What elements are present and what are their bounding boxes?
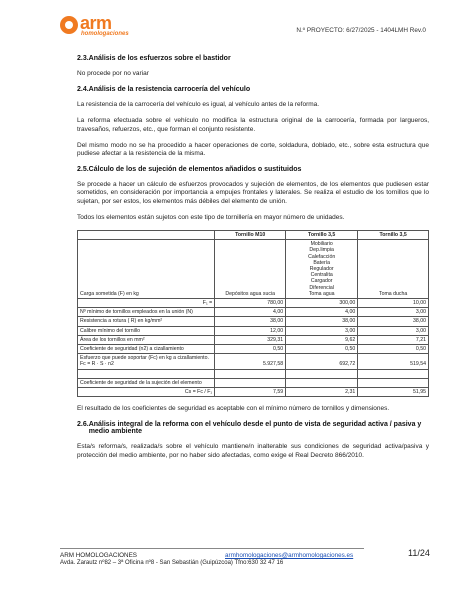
table-cell: 12,00 bbox=[215, 326, 286, 335]
table-cell: 0,50 bbox=[215, 345, 286, 354]
table-row bbox=[78, 387, 429, 396]
table-row bbox=[78, 317, 429, 326]
footer-address: Avda. Zarautz nº82 – 3ª Oficina nº8 - San Sebastián (Guipúzcoa) Tfno:630 32 47 16 bbox=[60, 560, 284, 566]
table-cell: 329,31 bbox=[215, 335, 286, 344]
screw-calculation-table bbox=[77, 230, 429, 397]
paragraph: La reforma efectuada sobre el vehículo no modifica la estructura original de la carrocería, formada por largueros, travesaños, refuerzos, etc., que forman el conjunto resistente. bbox=[77, 117, 429, 133]
table-cell: 692,72 bbox=[286, 354, 358, 369]
table-cell: 38,00 bbox=[358, 317, 429, 326]
table-cell bbox=[358, 369, 429, 378]
table-cell: 7,59 bbox=[215, 387, 286, 396]
table-cell: 0,50 bbox=[286, 345, 358, 354]
table-row-label bbox=[78, 369, 215, 378]
table-cell: 38,00 bbox=[215, 317, 286, 326]
table-row-label: Área de los tornillos en mm² bbox=[78, 335, 215, 344]
table-cell: 10,00 bbox=[358, 299, 429, 308]
table-row bbox=[78, 345, 429, 354]
table-body bbox=[78, 299, 429, 397]
table-row-label: Coeficiente de seguridad de la sujeción del elemento bbox=[78, 378, 215, 387]
logo-word: arm bbox=[80, 13, 112, 33]
project-number: N.º PROYECTO: 6/27/2025 - 1404LMH Rev.0 bbox=[296, 27, 426, 34]
table-cell bbox=[215, 378, 286, 387]
table-cell bbox=[286, 369, 358, 378]
table-cell: 4,00 bbox=[215, 308, 286, 317]
table-row-label: Coeficiente de seguridad (n2) a cizallamiento bbox=[78, 345, 215, 354]
table-cell: Carga sometida (F) en kg bbox=[78, 240, 215, 299]
table-header-cell: Tornillo 3,5 bbox=[286, 231, 358, 240]
section-title-2-4: 2.4.Análisis de la resistencia carrocería del vehículo bbox=[77, 86, 251, 94]
table-cell: 9,62 bbox=[286, 335, 358, 344]
table-row bbox=[78, 378, 429, 387]
table-cell: 3,00 bbox=[286, 326, 358, 335]
table-row bbox=[78, 335, 429, 344]
logo-subtitle: homologaciones bbox=[81, 31, 129, 37]
table-row-label: Nº mínimo de tornillos empleados en la unión (N) bbox=[78, 308, 215, 317]
paragraph: El resultado de los coeficientes de seguridad es aceptable con el mínimo número de tornillos y dimensiones. bbox=[77, 405, 390, 413]
table-header-cell bbox=[78, 231, 215, 240]
table-row bbox=[78, 240, 429, 299]
footer-divider bbox=[60, 548, 364, 549]
table-row bbox=[78, 354, 429, 369]
table-row-label: F₁ = bbox=[78, 299, 215, 308]
page-number: 11/24 bbox=[408, 548, 430, 558]
paragraph: Esta/s reforma/s, realizada/s sobre el vehículo mantiene/n inalterable sus condiciones de seguridad activa/pasiva y protección del medio ambiente, por no haber sido afectadas, como exige el Real Decreto 866/2010. bbox=[77, 443, 429, 459]
table-cell: 5.927,58 bbox=[215, 354, 286, 369]
paragraph: Se procede a hacer un cálculo de esfuerzos provocados y sujeción de elementos, de los elementos que pudiesen estar sometidos, en consideración por importancia a empujes frontales y laterales. Se realiza el estudio de los tornillos que lo sujetan, por ser estos, los elementos más débiles del elemento de unión. bbox=[77, 181, 429, 205]
table-cell: 7,21 bbox=[358, 335, 429, 344]
section-title-2-6 bbox=[77, 421, 429, 435]
table-cell: 2,31 bbox=[286, 387, 358, 396]
table-cell: 0,50 bbox=[358, 345, 429, 354]
table-cell: 3,00 bbox=[358, 308, 429, 317]
table-row bbox=[78, 299, 429, 308]
table-cell bbox=[286, 378, 358, 387]
table-cell bbox=[215, 369, 286, 378]
table-cell: 300,00 bbox=[286, 299, 358, 308]
main-content bbox=[77, 55, 429, 468]
paragraph: No procede por no variar bbox=[77, 70, 149, 77]
table-row-label: Calibre mínimo del tornillo bbox=[78, 326, 215, 335]
table-row bbox=[78, 369, 429, 378]
section-heading-text: Análisis integral de la reforma con el vehículo desde el punto de vista de seguridad activa / pasiva y medio ambiente bbox=[88, 421, 422, 436]
table-header-cell: Tornillo M10 bbox=[215, 231, 286, 240]
section-title-2-5: 2.5.Cálculo de los de sujeción de elementos añadidos o sustituidos bbox=[77, 166, 302, 174]
table-row-label: Cs = Fc / F₁ bbox=[78, 387, 215, 396]
table-row-label: Resistencia a rotura ( R) en kg/mm² bbox=[78, 317, 215, 326]
table-cell: 38,00 bbox=[286, 317, 358, 326]
table-header-cell: Tornillo 3,5 bbox=[358, 231, 429, 240]
section-title-2-3: 2.3.Análisis de los esfuerzos sobre el bastidor bbox=[77, 55, 231, 62]
table-row bbox=[78, 326, 429, 335]
table-cell: 519,54 bbox=[358, 354, 429, 369]
paragraph: Todos los elementos están sujetos con este tipo de tornillería en mayor número de unidades. bbox=[77, 213, 345, 221]
table-cell: 4,00 bbox=[286, 308, 358, 317]
paragraph: La resistencia de la carrocería del vehículo es igual, al vehículo antes de la reforma. bbox=[77, 101, 320, 109]
table-cell: 51,95 bbox=[358, 387, 429, 396]
footer-email-link[interactable]: armhomologaciones@armhomologaciones.es bbox=[225, 552, 354, 559]
table-cell: Toma ducha bbox=[358, 240, 429, 299]
table-cell: 780,00 bbox=[215, 299, 286, 308]
table-row-label: Esfuerzo que puede soportar (Fc) en kg a cizallamiento. Fc = R · S · n2 bbox=[78, 354, 215, 369]
logo-ring-icon bbox=[60, 16, 78, 34]
footer-company: ARM HOMOLOGACIONES bbox=[60, 552, 137, 559]
table-cell bbox=[358, 378, 429, 387]
paragraph: Del mismo modo no se ha procedido a hacer operaciones de corte, soldadura, doblado, etc., sobre esta estructura que pudiese afectar a la resistencia de la misma. bbox=[77, 141, 429, 158]
table-cell: Mobiliario Dep.limpia Calefacción Batería Regulador Centralita Cargador Diferencial Toma agua bbox=[286, 240, 358, 299]
table-row bbox=[78, 308, 429, 317]
table-cell: 3,00 bbox=[358, 326, 429, 335]
section-number: 2.6. bbox=[77, 421, 89, 429]
table-header-row bbox=[78, 231, 429, 240]
table-cell: Depósitos agua sucia bbox=[215, 240, 286, 299]
